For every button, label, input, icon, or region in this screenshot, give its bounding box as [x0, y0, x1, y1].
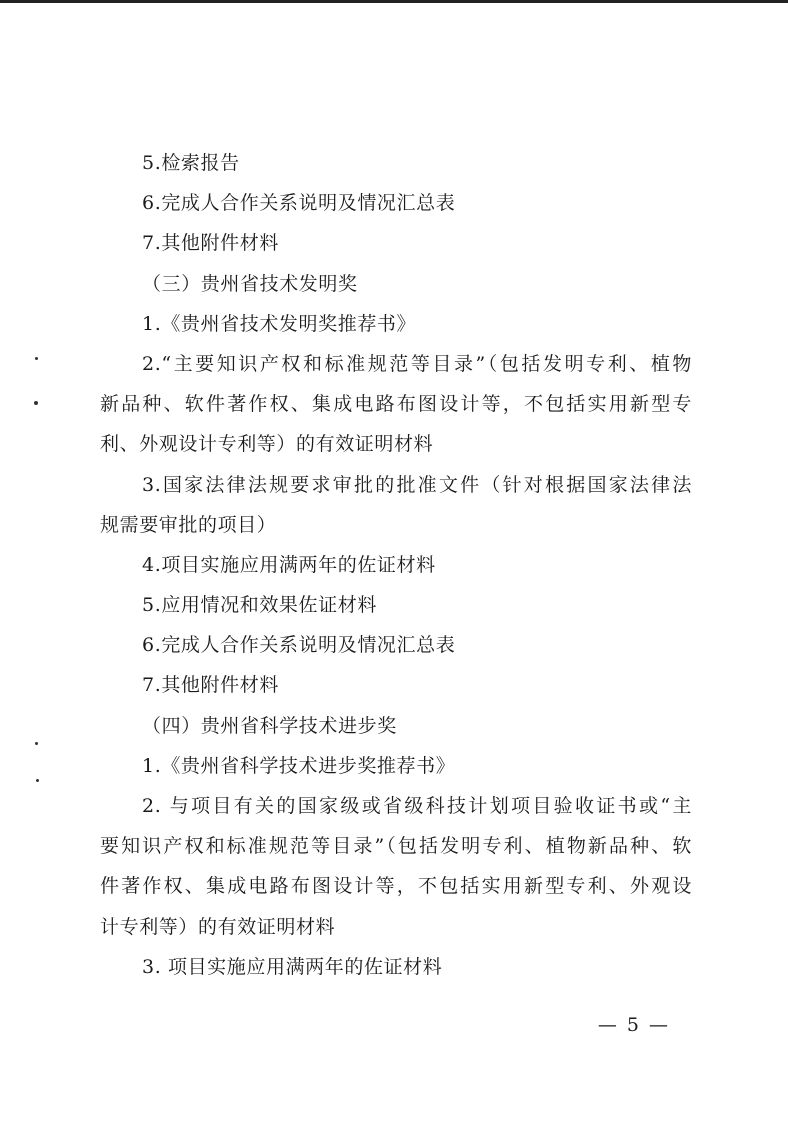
section-heading: （四）贵州省科学技术进步奖	[142, 714, 397, 737]
section-heading: （三）贵州省技术发明奖	[142, 272, 358, 295]
text-line: 5.应用情况和效果佐证材料	[142, 594, 377, 617]
text-line: 4.项目实施应用满两年的佐证材料	[142, 553, 436, 576]
scan-dot	[34, 401, 38, 405]
top-border	[0, 0, 788, 3]
text-line: 7.其他附件材料	[142, 674, 279, 697]
document-body	[100, 143, 692, 987]
text-line: 5.检索报告	[142, 152, 240, 174]
text-line: 2. 与项目有关的国家级或省级科技计划项目验收证书或“主	[142, 795, 692, 817]
scan-dot	[36, 779, 39, 782]
text-line: 新品种、软件著作权、集成电路布图设计等，不包括实用新型专	[100, 393, 692, 416]
text-line: 1.《贵州省科学技术进步奖推荐书》	[142, 754, 456, 777]
text-line: 件著作权、集成电路布图设计等，不包括实用新型专利、外观设	[100, 875, 692, 898]
text-line: 计专利等）的有效证明材料	[100, 915, 336, 938]
text-line: 6.完成人合作关系说明及情况汇总表	[142, 634, 456, 657]
page-number: — 5 —	[597, 1014, 670, 1036]
text-line: 3.国家法律法规要求审批的批准文件（针对根据国家法律法	[142, 473, 692, 496]
text-line: 规需要审批的项目）	[100, 513, 277, 536]
text-line: 要知识产权和标准规范等目录”（包括发明专利、植物新品种、软	[100, 835, 692, 858]
text-line: 7.其他附件材料	[142, 232, 279, 255]
text-line: 6.完成人合作关系说明及情况汇总表	[142, 192, 456, 215]
text-line: 利、外观设计专利等）的有效证明材料	[100, 433, 434, 456]
text-line: 2.“主要知识产权和标准规范等目录”（包括发明专利、植物	[142, 352, 692, 375]
scan-dot	[35, 357, 38, 360]
scan-dot	[35, 742, 38, 745]
text-line: 1.《贵州省技术发明奖推荐书》	[142, 312, 417, 335]
text-line: 3. 项目实施应用满两年的佐证材料	[142, 955, 443, 978]
